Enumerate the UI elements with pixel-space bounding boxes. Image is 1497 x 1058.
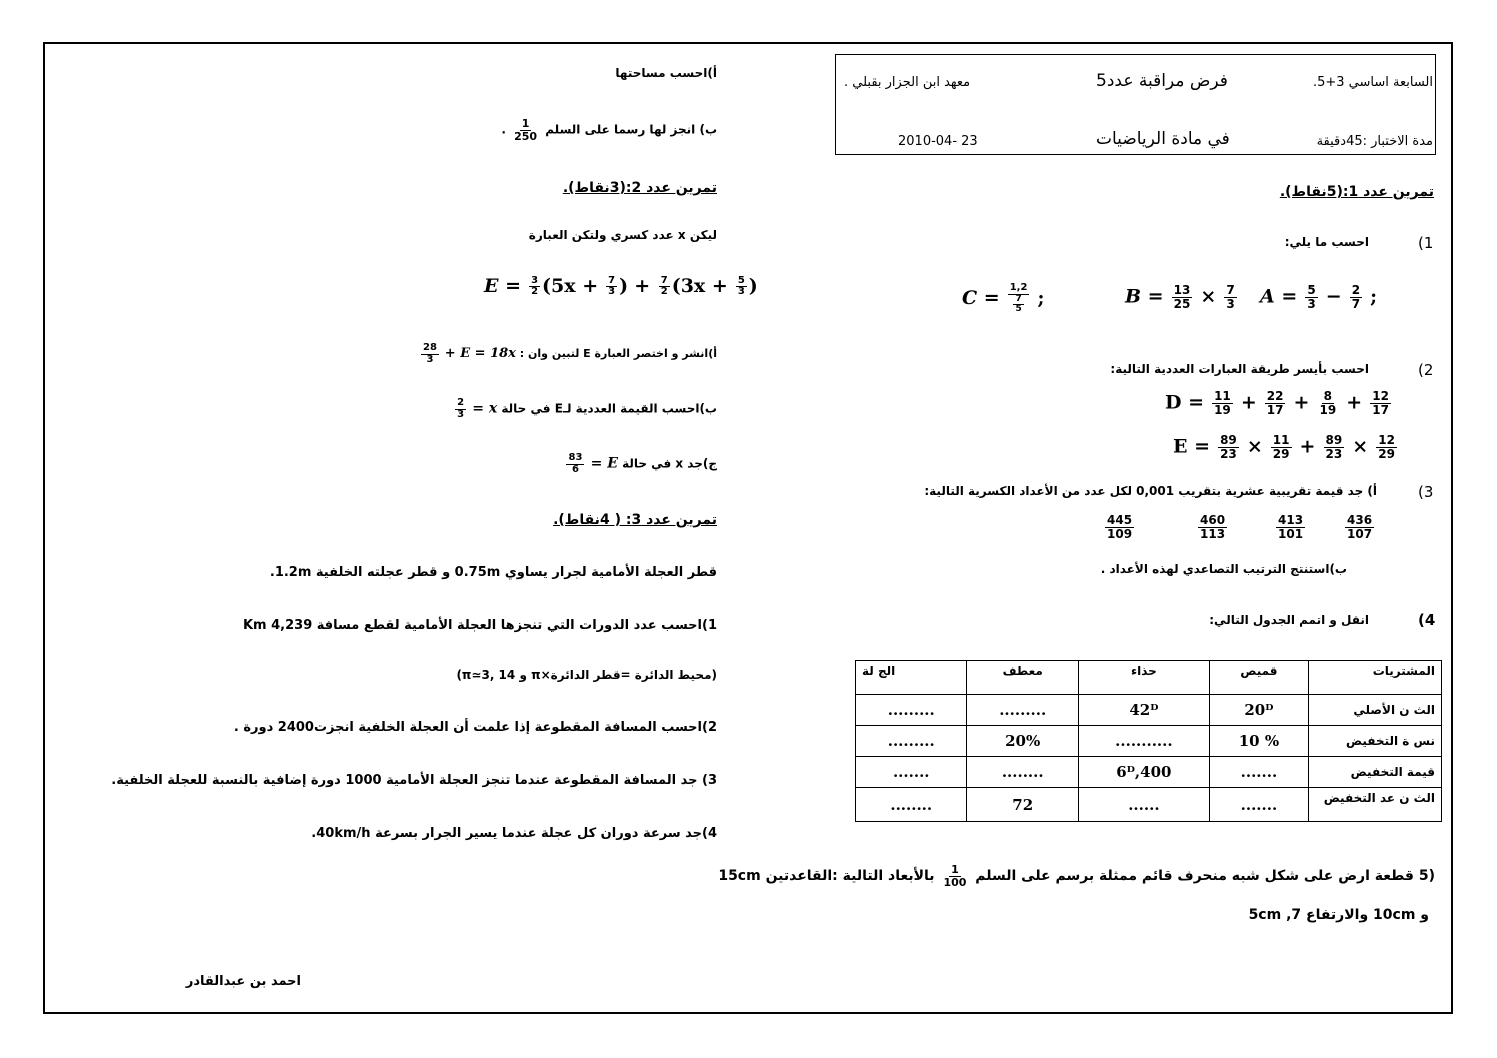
exercise3-q1: 1)احسب عدد الدورات التي تنجزها العجلة الأمامية لقطع مسافة 4,239 Km bbox=[242, 618, 717, 633]
table-row bbox=[856, 757, 1442, 788]
expr-E: E = $\frac{89}{23}$ × $\frac{11}{29}$ + $\frac{89}{23}$ × $\frac{12}{29}$ bbox=[1173, 433, 1395, 461]
exercise3-q2: 2)احسب المسافة المقطوعة إذا علمت أن العجلة الخلفية انجزت2400 دورة . bbox=[233, 720, 717, 735]
table-row-label: قيمة التخفيض bbox=[1309, 757, 1442, 788]
table-row bbox=[856, 695, 1442, 726]
header-date: 2010-04- 23 bbox=[898, 134, 978, 149]
table-cell: 72 bbox=[967, 788, 1078, 822]
q2-text: احسب بأيسر طريقة العبارات العددية التالية: bbox=[1110, 362, 1369, 376]
table-cell: ....... bbox=[1209, 757, 1308, 788]
table-cell: ......... bbox=[967, 695, 1078, 726]
exercise2-b: ب)احسب القيمة العددية لـE في حالة x = $\frac{2}{3}$ bbox=[457, 397, 717, 420]
exercise1-title: تمرين عدد 1:(5نقاط). bbox=[1279, 184, 1434, 200]
q5-line1: (5 قطعة ارض على شكل شبه منحرف قائم ممثلة برسم على السلم $\frac{1}{100}$ بالأبعاد التالية :القاعدتين 15cm bbox=[718, 863, 1435, 889]
table-header-cell: حذاء bbox=[1078, 661, 1209, 695]
exercise3-q4: 4)جد سرعة دوران كل عجلة عندما يسير الجرار بسرعة 40km/h. bbox=[311, 826, 717, 841]
q2-number: (2 bbox=[1418, 361, 1434, 379]
q3-fraction: $\frac{445}{109}$ bbox=[1107, 513, 1133, 541]
author-name: احمد بن عبدالقادر bbox=[185, 974, 301, 989]
header-level: السابعة اساسي 3+5. bbox=[1312, 75, 1433, 90]
table-cell: 10 % bbox=[1209, 726, 1308, 757]
expr-B: B = $\frac{13}{25}$ × $\frac{7}{3}$ bbox=[1125, 283, 1235, 311]
q3-number: (3 bbox=[1418, 483, 1434, 501]
header-duration: مدة الاختبار :45دقيقة bbox=[1316, 134, 1433, 149]
table-cell: ......... bbox=[856, 695, 967, 726]
q1-text: احسب ما يلي: bbox=[1284, 235, 1369, 249]
q1-number: (1 bbox=[1418, 234, 1434, 252]
expr-C: C = $\frac{1,2}{\frac{7}{5}}$ ; bbox=[962, 282, 1045, 314]
table-header-row bbox=[856, 661, 1442, 695]
table-cell: 20ᴰ bbox=[1209, 695, 1308, 726]
header-box bbox=[835, 54, 1436, 155]
exercise2-a: أ)انشر و اختصر العبارة E لتبين وان : E = 18x + $\frac{28}{3}$ bbox=[423, 342, 717, 365]
header-subject: في مادة الرياضيات bbox=[1096, 129, 1230, 149]
exercise2-c: ج)جد x في حالة E = $\frac{83}{6}$ bbox=[568, 452, 717, 475]
table-cell: ....... bbox=[1209, 788, 1308, 822]
exercise3-title: تمرين عدد 3: ( 4نقاط). bbox=[553, 512, 717, 528]
table-header-cell: قميص bbox=[1209, 661, 1308, 695]
table-row-label: الث ن عد التخفيض bbox=[1309, 788, 1442, 822]
table-cell: ...... bbox=[1078, 788, 1209, 822]
header-school: معهد ابن الجزار بقبلي . bbox=[844, 75, 971, 90]
table-header-cell: الج لة bbox=[856, 661, 967, 695]
table-cell: ......... bbox=[856, 726, 967, 757]
q3-fraction: $\frac{436}{107}$ bbox=[1347, 513, 1373, 541]
q3-fraction: $\frac{413}{101}$ bbox=[1278, 513, 1304, 541]
q4-text: انقل و اتمم الجدول التالي: bbox=[1209, 613, 1369, 627]
table-row bbox=[856, 788, 1442, 822]
expr-D: D = $\frac{11}{19}$ + $\frac{22}{17}$ + $\frac{8}{19}$ + $\frac{12}{17}$ bbox=[1165, 389, 1389, 417]
table-row-label: الث ن الأصلي bbox=[1309, 695, 1442, 726]
expr-A: A = $\frac{5}{3}$ − $\frac{2}{7}$ ; bbox=[1260, 283, 1378, 311]
q3-text-a: أ) جد قيمة تقريبية عشرية بتقريب 0,001 لكل عدد من الأعداد الكسرية التالية: bbox=[924, 484, 1377, 498]
exercise3-intro: قطر العجلة الأمامية لجرار يساوي 0.75m و قطر عجلته الخلفية 1.2m. bbox=[269, 565, 717, 580]
q3-text-b: ب)استنتج الترتيب التصاعدي لهذه الأعداد . bbox=[1100, 562, 1347, 576]
exercise2-intro: ليكن x عدد كسري ولتكن العبارة bbox=[528, 228, 717, 242]
left-a-text: أ)احسب مساحتها bbox=[615, 66, 717, 80]
table-row-label: نس ة التخفيض bbox=[1309, 726, 1442, 757]
table-cell: ........ bbox=[967, 757, 1078, 788]
exercise2-expression: E = $\frac{3}{2}$ (5x + $\frac{7}{3}$ ) + $\frac{7}{2}$ (3x + $\frac{5}{3}$ ) bbox=[484, 274, 758, 297]
header-title: فرض مراقبة عدد5 bbox=[1096, 71, 1228, 91]
q3-fraction: $\frac{460}{113}$ bbox=[1200, 513, 1226, 541]
table-header-cell: المشتريات bbox=[1309, 661, 1442, 695]
exercise2-title: تمرين عدد 2:(3نقاط). bbox=[562, 180, 717, 196]
table-row bbox=[856, 726, 1442, 757]
table-cell: 6ᴰ,400 bbox=[1078, 757, 1209, 788]
table-header-cell: معطف bbox=[967, 661, 1078, 695]
q5-line2: و 10cm والارتفاع 7, 5cm bbox=[1248, 907, 1429, 923]
table-cell: 20% bbox=[967, 726, 1078, 757]
left-b-text: ب) انجز لها رسما على السلم $\frac{1}{250}$ . bbox=[501, 117, 717, 143]
exercise3-hint: (محيط الدائرة =قطر الدائرة×π و π≃3, 14) bbox=[456, 668, 717, 682]
table-cell: 42ᴰ bbox=[1078, 695, 1209, 726]
exercise3-q3: 3) جد المسافة المقطوعة عندما تنجز العجلة الأمامية 1000 دورة إضافية بالنسبة للعجلة الخلفية. bbox=[111, 773, 717, 788]
table-cell: ........ bbox=[856, 788, 967, 822]
purchases-table bbox=[855, 660, 1442, 822]
table-cell: ........... bbox=[1078, 726, 1209, 757]
table-cell: ....... bbox=[856, 757, 967, 788]
q4-number: (4 bbox=[1418, 611, 1436, 629]
